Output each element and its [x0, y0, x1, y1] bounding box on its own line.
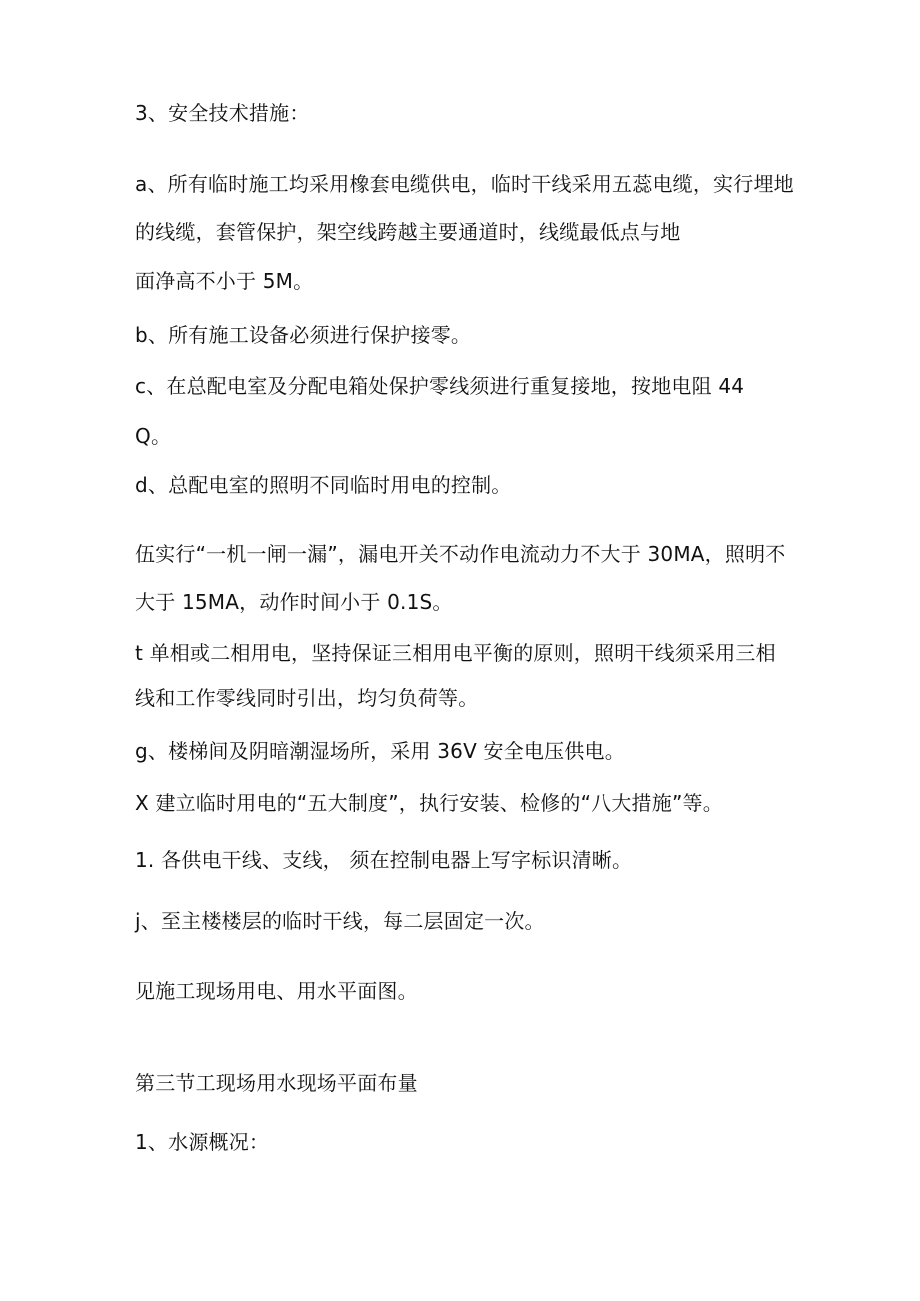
section-heading-water-layout: 第三节工现场用水现场平面布量 [135, 1071, 418, 1095]
paragraph-line: 1. 各供电干线、支线， 须在控制电器上写字标识清晰。 [135, 848, 633, 872]
subsection-heading-water-source: 1、水源概况： [135, 1130, 270, 1154]
paragraph-line: X 建立临时用电的“五大制度”，执行安装、检修的“八大措施”等。 [135, 791, 723, 815]
section-heading-safety-measures: 3、安全技术措施： [135, 101, 310, 125]
paragraph-line: Q。 [135, 424, 172, 448]
paragraph-line: a、所有临时施工均采用橡套电缆供电，临时干线采用五蕊电缆，实行埋地 [135, 172, 794, 196]
paragraph-line: 面净高不小于 5M。 [135, 269, 314, 293]
paragraph-line: 的线缆，套管保护，架空线跨越主要通道时，线缆最低点与地 [135, 220, 681, 244]
paragraph-line: d、总配电室的照明不同临时用电的控制。 [135, 473, 512, 497]
paragraph-line: j、至主楼楼层的临时干线，每二层固定一次。 [135, 909, 545, 933]
paragraph-line: 线和工作零线同时引出，均匀负荷等。 [135, 686, 479, 710]
paragraph-line: 伍实行“一机一闸一漏”，漏电开关不动作电流动力不大于 30MA，照明不 [135, 542, 786, 566]
paragraph-line: b、所有施工设备必须进行保护接零。 [135, 323, 472, 347]
paragraph-line: c、在总配电室及分配电箱处保护零线须进行重复接地，按地电阻 44 [135, 374, 745, 398]
paragraph-line: 见施工现场用电、用水平面图。 [135, 979, 418, 1003]
paragraph-line: g、楼梯间及阴暗潮湿场所，采用 36V 安全电压供电。 [135, 739, 625, 763]
paragraph-line: 大于 15MA，动作时间小于 0.1S。 [135, 590, 453, 614]
paragraph-line: t 单相或二相用电，坚持保证三相用电平衡的原则，照明干线须采用三相 [135, 641, 776, 665]
